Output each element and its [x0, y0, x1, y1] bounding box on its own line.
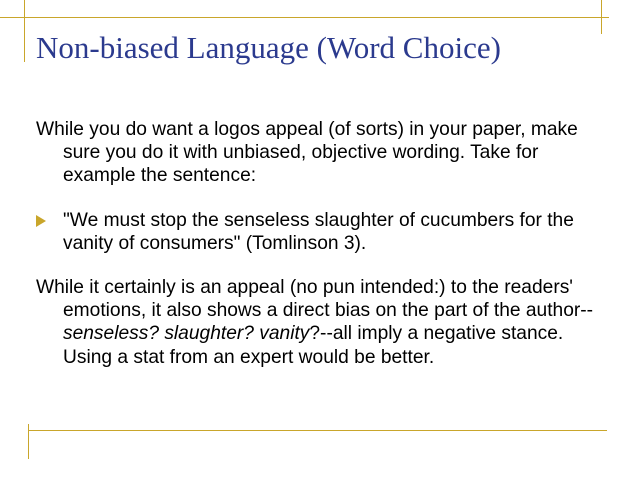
frame-top-line [0, 17, 609, 18]
frame-bottom-left-line [28, 424, 29, 459]
analysis-text-start: While it certainly is an appeal (no pun intended:) to the readers' emotions, it also shows a direct bias on the part of the author-- [36, 277, 594, 322]
slide-body [36, 118, 604, 369]
slide-title: Non-biased Language (Word Choice) [36, 30, 501, 65]
bullet-item [36, 209, 604, 255]
frame-right-line [601, 0, 602, 34]
frame-left-line [24, 0, 25, 62]
analysis-paragraph [36, 276, 604, 369]
intro-paragraph: While you do want a logos appeal (of sorts) in your paper, make sure you do it with unbiased, objective wording. Take for example the sentence: [36, 119, 578, 187]
analysis-italic-words: senseless? slaughter? vanity [63, 323, 310, 345]
bullet-arrow-icon [36, 215, 46, 227]
frame-bottom-line [28, 430, 607, 431]
quote-text: "We must stop the senseless slaughter of cucumbers for the vanity of consumers" (Tomlinson 3). [63, 209, 574, 254]
analysis-text-end: ?--all imply a negative stance. Using a stat from an expert would be better. [63, 323, 564, 368]
